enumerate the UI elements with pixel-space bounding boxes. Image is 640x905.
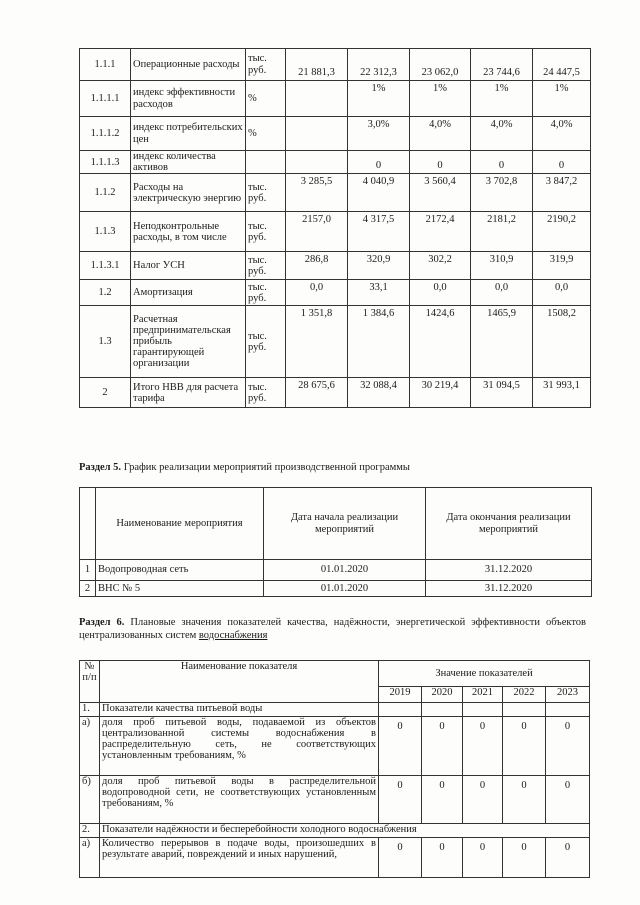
row-unit: тыс. руб. — [246, 49, 286, 81]
row-name: индекс потребительских цен — [131, 117, 246, 151]
section-5-heading — [79, 462, 599, 473]
value-cell — [286, 151, 348, 174]
value-cell: 23 744,6 — [471, 49, 533, 81]
value-cell: 23 062,0 — [410, 49, 471, 81]
row-unit — [246, 151, 286, 174]
header-num: № п/п — [80, 661, 100, 703]
row-number: 1.1.1.2 — [80, 117, 131, 151]
row-number: 1.1.1 — [80, 49, 131, 81]
value-cell: 1% — [410, 81, 471, 117]
row-number: 2 — [80, 378, 131, 408]
value-cell: 1% — [348, 81, 410, 117]
value-cell: 3 285,5 — [286, 174, 348, 212]
row-unit: тыс. руб. — [246, 280, 286, 306]
row-number: 1.2 — [80, 280, 131, 306]
value-cell: 320,9 — [348, 252, 410, 280]
row-unit: тыс. руб. — [246, 378, 286, 408]
group-row: 2. Показатели надёжности и бесперебойности холодного водоснабжения — [80, 824, 590, 838]
value-cell: 310,9 — [471, 252, 533, 280]
row-unit: тыс. руб. — [246, 174, 286, 212]
year-cell: 2020 — [422, 687, 463, 703]
section-6-title: Плановые значения показателей качества, надёжности, энергетической эффективности объектов централизованных систем — [79, 617, 587, 641]
value-cell: 1 351,8 — [286, 306, 348, 378]
value-cell: 1% — [471, 81, 533, 117]
financial-row — [80, 280, 591, 306]
value-cell: 31 993,1 — [533, 378, 591, 408]
value-cell: 0 — [348, 151, 410, 174]
row-name: Расходы на электрическую энергию — [131, 174, 246, 212]
indicator-row: а) доля проб питьевой воды, подаваемой из объектов централизованной системы водоснабжения в распределительную сеть, не соответствующих установленным требованиям, % 0 0 0 0 0 — [80, 717, 590, 776]
row-unit: тыс. руб. — [246, 212, 286, 252]
schedule-row: 2 ВНС № 5 01.01.2020 31.12.2020 — [80, 581, 592, 597]
value-cell — [286, 117, 348, 151]
financial-row — [80, 174, 591, 212]
value-cell: 1424,6 — [410, 306, 471, 378]
value-cell: 24 447,5 — [533, 49, 591, 81]
row-name: Амортизация — [131, 280, 246, 306]
value-cell: 3 560,4 — [410, 174, 471, 212]
value-cell: 0,0 — [471, 280, 533, 306]
schedule-header-start: Дата начала реализации мероприятий — [264, 488, 426, 560]
value-cell: 4 040,9 — [348, 174, 410, 212]
value-cell: 0,0 — [286, 280, 348, 306]
schedule-header-name: Наименование мероприятия — [96, 488, 264, 560]
value-cell: 0,0 — [533, 280, 591, 306]
row-number: 1.1.1.1 — [80, 81, 131, 117]
value-cell: 4,0% — [533, 117, 591, 151]
value-cell: 4,0% — [410, 117, 471, 151]
financial-row — [80, 252, 591, 280]
financial-row — [80, 306, 591, 378]
row-number: 1.1.1.3 — [80, 151, 131, 174]
row-unit: тыс. руб. — [246, 252, 286, 280]
value-cell: 2157,0 — [286, 212, 348, 252]
schedule-row: 1 Водопроводная сеть 01.01.2020 31.12.2020 — [80, 560, 592, 581]
indicators-table — [79, 660, 590, 878]
financial-row — [80, 49, 591, 81]
value-cell: 28 675,6 — [286, 378, 348, 408]
value-cell: 0 — [410, 151, 471, 174]
year-cell: 2019 — [379, 687, 422, 703]
header-name: Наименование показателя — [100, 661, 379, 703]
value-cell: 3,0% — [348, 117, 410, 151]
row-unit: % — [246, 117, 286, 151]
value-cell: 302,2 — [410, 252, 471, 280]
schedule-table — [79, 487, 592, 597]
row-unit: тыс. руб. — [246, 306, 286, 378]
row-name: Итого НВВ для расчета тарифа — [131, 378, 246, 408]
value-cell: 286,8 — [286, 252, 348, 280]
value-cell: 22 312,3 — [348, 49, 410, 81]
value-cell: 2190,2 — [533, 212, 591, 252]
schedule-header-row — [80, 488, 592, 560]
schedule-header-end: Дата окончания реализации мероприятий — [426, 488, 592, 560]
row-name: Расчетная предпринимательская прибыль гарантирующей организации — [131, 306, 246, 378]
indicators-header-row — [80, 661, 590, 687]
year-cell: 2023 — [546, 687, 590, 703]
value-cell: 0 — [471, 151, 533, 174]
section-5-title: График реализации мероприятий производственной программы — [123, 462, 410, 473]
value-cell: 1 384,6 — [348, 306, 410, 378]
section-6-heading — [79, 617, 586, 642]
value-cell: 1465,9 — [471, 306, 533, 378]
financial-row — [80, 117, 591, 151]
value-cell: 0 — [533, 151, 591, 174]
value-cell: 2181,2 — [471, 212, 533, 252]
value-cell: 4,0% — [471, 117, 533, 151]
section-6-label: Раздел 6. — [79, 617, 125, 628]
year-cell: 2022 — [503, 687, 546, 703]
value-cell — [286, 81, 348, 117]
value-cell: 3 847,2 — [533, 174, 591, 212]
row-name: индекс количества активов — [131, 151, 246, 174]
indicator-row: а) Количество перерывов в подаче воды, произошедших в результате аварий, повреждений и иных нарушений, 0 0 0 0 0 — [80, 838, 590, 878]
value-cell: 4 317,5 — [348, 212, 410, 252]
header-value: Значение показателей — [379, 661, 590, 687]
row-name: Неподконтрольные расходы, в том числе — [131, 212, 246, 252]
financial-table — [79, 48, 591, 408]
row-name: Налог УСН — [131, 252, 246, 280]
financial-row — [80, 378, 591, 408]
row-number: 1.1.3.1 — [80, 252, 131, 280]
value-cell: 31 094,5 — [471, 378, 533, 408]
value-cell: 0,0 — [410, 280, 471, 306]
value-cell: 2172,4 — [410, 212, 471, 252]
indicator-row: б) доля проб питьевой воды в распределительной водопроводной сети, не соответствующих установленным требованиям, % 0 0 0 0 0 — [80, 776, 590, 824]
row-number: 1.3 — [80, 306, 131, 378]
section-5-label: Раздел 5. — [79, 462, 122, 473]
value-cell: 33,1 — [348, 280, 410, 306]
financial-row — [80, 151, 591, 174]
year-cell: 2021 — [463, 687, 503, 703]
value-cell: 21 881,3 — [286, 49, 348, 81]
value-cell: 32 088,4 — [348, 378, 410, 408]
row-unit: % — [246, 81, 286, 117]
value-cell: 1% — [533, 81, 591, 117]
value-cell: 1508,2 — [533, 306, 591, 378]
row-name: индекс эффективности расходов — [131, 81, 246, 117]
value-cell: 30 219,4 — [410, 378, 471, 408]
financial-row — [80, 81, 591, 117]
row-name: Операционные расходы — [131, 49, 246, 81]
value-cell: 3 702,8 — [471, 174, 533, 212]
value-cell: 319,9 — [533, 252, 591, 280]
section-6-title-underlined: водоснабжения — [198, 629, 268, 641]
row-number: 1.1.2 — [80, 174, 131, 212]
financial-row — [80, 212, 591, 252]
row-number: 1.1.3 — [80, 212, 131, 252]
group-row: 1. Показатели качества питьевой воды — [80, 703, 590, 717]
